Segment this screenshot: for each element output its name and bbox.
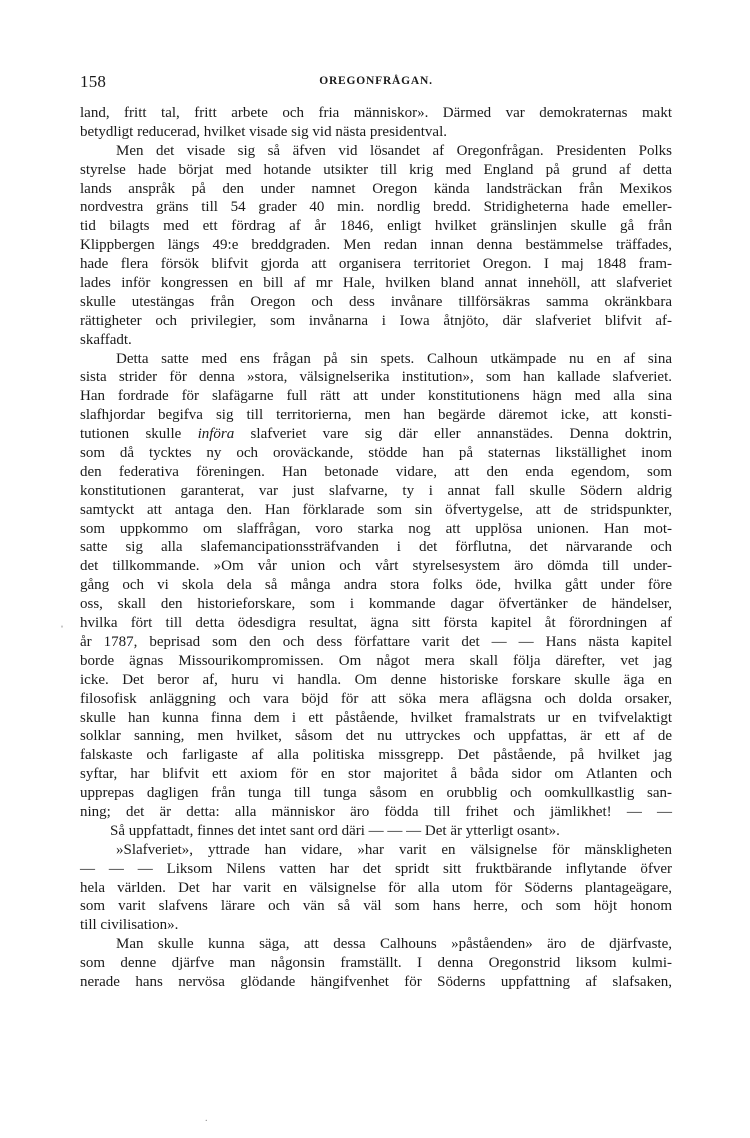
margin-mark: ˌ [60, 614, 64, 628]
text-line: Klippbergen längs 49:e breddgraden. Men redan innan denna bestämmelse träffades, [80, 237, 672, 254]
text-line: solklar sanning, men hvilket, såsom det nu uttryckes och uppfattas, är ett af de [80, 728, 672, 745]
text-line: styrelse hade börjat med hotande utsikter till krig med England på grund af detta [80, 161, 672, 178]
text-line: som varit slafvens lärare och vän så väl som hans herre, och som höjt honom [80, 898, 672, 915]
running-title: OREGONFRÅGAN. [319, 75, 433, 87]
text-line: hela världen. Det har varit en välsignelse för alla utom för Söderns plantageägare, [80, 879, 672, 896]
text-line: skulle han kunna finna dem i ett påstående, hvilket framalstrats ur en tvifvelaktigt [80, 709, 672, 726]
text-line: rättigheter och privilegier, som invånarna i Iowa åtnjöto, där slafveriet blifvit af- [80, 312, 672, 329]
text-line: sista strider för denna »stora, välsignelserika institution», som han kallade slafveriet. [80, 369, 672, 386]
text-line: syftar, har blifvit ett axiom för en stor majoritet å båda sidor om Atlanten och [80, 766, 672, 783]
text-line: icke. Det beror af, huru vi handla. Om denne historiske forskare skulle äga en [80, 671, 672, 688]
text-line: land, fritt tal, fritt arbete och fria människor». Därmed var demokraternas makt [80, 105, 672, 121]
text-line: filosofisk anläggning och vara böjd för att söka mera aflägsna och dolda orsaker, [80, 690, 672, 707]
page-body-text [80, 104, 672, 992]
text-line: skulle utestängas från Oregon och dess invånare tillförsäkras samma okränkbara [80, 293, 672, 310]
text-line: Han fordrade för slafägarne full rätt att under konstitutionens hägn med alla sina [80, 388, 672, 405]
text-line: hvilka fört till detta ödesdigra resultat, ägna sitt första kapitel åt förordningen af [80, 615, 672, 632]
text-line: betydligt reducerad, hvilket visade sig vid nästa presidentval. [80, 123, 447, 140]
text-line: oss, skall den historieforskare, som i kommande dagar öfvertänker de händelser, [80, 596, 672, 613]
text-line: som uppkommo om slaffrågan, voro starka nog att upplösa unionen. Han mot- [80, 520, 672, 537]
page-number: 158 [80, 72, 107, 91]
text-line: som då tycktes ny och oroväckande, stödde han på staternas likställighet inom [80, 445, 672, 462]
text-line: gång och vi skola dela så många andra stora folks öde, hvilka gått under före [80, 577, 672, 594]
stray-dot-mark: . [205, 1113, 208, 1124]
emphasized-word: införa [197, 426, 235, 443]
text-line: konstitutionen garanterat, var just slafvarne, ty i annat fall skulle Södern aldrig [80, 482, 672, 499]
page-header [80, 72, 672, 92]
text-line: det tillkommande. »Om vår union och vårt styrelsesystem äro dömda till under- [80, 558, 672, 575]
text-line: som denne djärfve man någonsin framställt. I denna Oregonstrid liksom kulmi- [80, 955, 672, 972]
text-line: till civilisation». [80, 917, 179, 934]
text-line: ning; det är detta: alla människor äro födda till frihet och jämlikhet! — — [80, 803, 672, 820]
text-line: upprepas dagligen från tunga till tunga såsom en orubblig och oomkullkastlig san- [80, 785, 672, 802]
text-line: hade flera försök blifvit gjorda att organisera territoriet Oregon. I maj 1848 fram- [80, 256, 672, 273]
text-line: »Slafveriet», yttrade han vidare, »har varit en välsignelse för mänskligheten [116, 841, 672, 858]
text-line: Man skulle kunna säga, att dessa Calhouns »påståenden» äro de djärfvaste, [116, 936, 672, 953]
text-line: Så uppfattadt, finnes det intet sant ord däri — — — Det är ytterligt osant». [110, 822, 560, 839]
text-line: Men det visade sig så äfven vid lösandet af Oregonfrågan. Presidenten Polks [116, 142, 672, 159]
text-line: tid bilagts med ett fördrag af år 1846, enligt hvilket gränslinjen skulle gå från [80, 218, 672, 235]
text-line: samtyckt att antaga den. Han förklarade som sin öfvertygelse, att de stridspunkter, [80, 501, 672, 518]
text-line-emphasis: tutionen skulle införa slafveriet vare sig där eller annanstädes. Denna doktrin, [80, 426, 672, 443]
text-line: lades inför kongressen en bill af mr Hale, hvilken bland annat innehöll, att slafveriet [80, 275, 672, 292]
text-line: skaffadt. [80, 331, 132, 348]
text-line: lands anspråk på den under namnet Oregon kända landsträckan från Mexikos [80, 180, 672, 197]
text-line: nerade hans nervösa glödande hängifvenhet för Söderns uppfattning af slafsaken, [80, 973, 672, 990]
text-line: den federativa föreningen. Han betonade vidare, att den enda egendom, som [80, 463, 672, 480]
text-line: falskaste och farligaste af alla politiska missgrepp. Det påstående, på hvilket jag [80, 747, 672, 764]
text-line: Detta satte med ens frågan på sin spets. Calhoun utkämpade nu en af sina [116, 350, 672, 367]
text-line: slafhjordar begifva sig till territorierna, men han begärde däremot icke, att konsti- [80, 407, 672, 424]
text-line: år 1787, beprisad som den och dess författare varit det — — Hans nästa kapitel [80, 633, 672, 650]
text-line: nordvestra gräns till 54 grader 40 min. nordlig bredd. Stridigheterna hade emeller- [80, 199, 672, 216]
text-line: — — — Liksom Nilens vatten har det spridt sitt fruktbärande inflytande öfver [80, 860, 672, 877]
text-line: borde ägnas Missourikompromissen. Om något mera skall följa därefter, vet jag [80, 652, 672, 669]
text-line: satte sig alla slafemancipationssträfvanden i det förflutna, det närvarande och [80, 539, 672, 556]
